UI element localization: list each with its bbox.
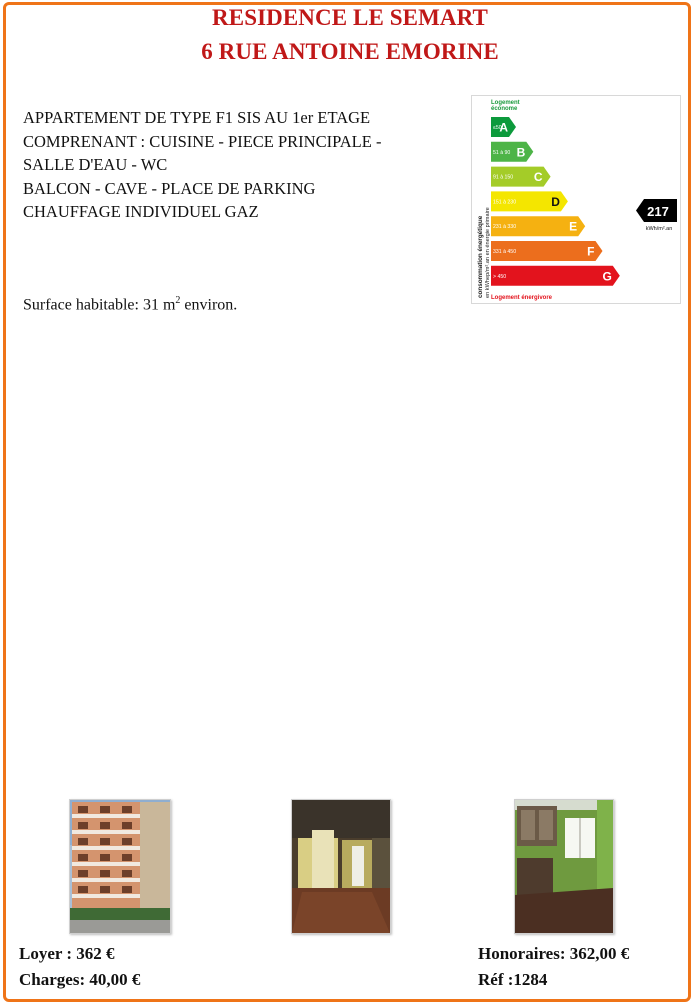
energy-top-label: Logement xyxy=(491,100,520,106)
description-line: BALCON - CAVE - PLACE DE PARKING xyxy=(23,178,316,198)
rent-amount: Loyer : 362 € xyxy=(19,944,115,963)
surface-area xyxy=(23,295,237,314)
energy-performance-label xyxy=(471,95,681,304)
energy-class-range: 51 à 90 xyxy=(493,149,511,156)
energy-side-label: consommation énergétique xyxy=(477,215,484,298)
energy-class-range: 91 à 150 xyxy=(493,174,514,181)
description-line: SALLE D'EAU - WC xyxy=(23,155,168,174)
building-exterior-photo xyxy=(69,799,171,934)
energy-class-letter: E xyxy=(569,219,578,234)
kitchen-photo xyxy=(514,799,614,934)
energy-class-letter: G xyxy=(602,269,612,284)
fees-amount: Honoraires: 362,00 € xyxy=(478,944,630,963)
reference-number: Réf :1284 xyxy=(478,970,548,989)
surface-exponent: 2 xyxy=(175,295,181,306)
energy-class-range: 151 à 230 xyxy=(493,199,517,206)
energy-class-range: > 450 xyxy=(493,273,507,280)
energy-class-letter: A xyxy=(499,120,508,135)
energy-class-letter: C xyxy=(533,170,543,185)
energy-bottom-label: Logement énergivore xyxy=(491,295,553,301)
description-line: APPARTEMENT DE TYPE F1 SIS AU 1er ETAGE xyxy=(23,108,371,127)
energy-class-letter: D xyxy=(551,194,560,209)
residence-title: RESIDENCE LE SEMART xyxy=(212,5,488,30)
property-description xyxy=(23,106,381,224)
energy-unit: kWh/m².an xyxy=(645,226,673,232)
charges-amount: Charges: 40,00 € xyxy=(19,970,141,989)
description-line: CHAUFFAGE INDIVIDUEL GAZ xyxy=(23,202,259,221)
energy-class-letter: B xyxy=(516,145,526,160)
surface-suffix: environ. xyxy=(180,296,238,314)
energy-class-letter: F xyxy=(587,244,595,259)
energy-value: 217 xyxy=(647,204,669,219)
energy-class-scale xyxy=(491,117,620,286)
energy-class-range: 331 à 450 xyxy=(493,249,517,255)
energy-class-range: 231 à 330 xyxy=(493,224,517,231)
description-line: COMPRENANT : CUISINE - PIECE PRINCIPALE - xyxy=(23,131,382,151)
address-title: 6 RUE ANTOINE EMORINE xyxy=(201,39,499,64)
energy-top-label-2: économe xyxy=(491,106,518,112)
energy-side-label-2: en kWhep/m².an en énergie primaire xyxy=(485,207,491,298)
energy-class-bar-g xyxy=(491,266,620,286)
surface-text: Surface habitable: 31 m xyxy=(23,296,176,314)
living-room-photo xyxy=(291,799,391,934)
energy-class-range: ≤50 xyxy=(493,125,502,131)
